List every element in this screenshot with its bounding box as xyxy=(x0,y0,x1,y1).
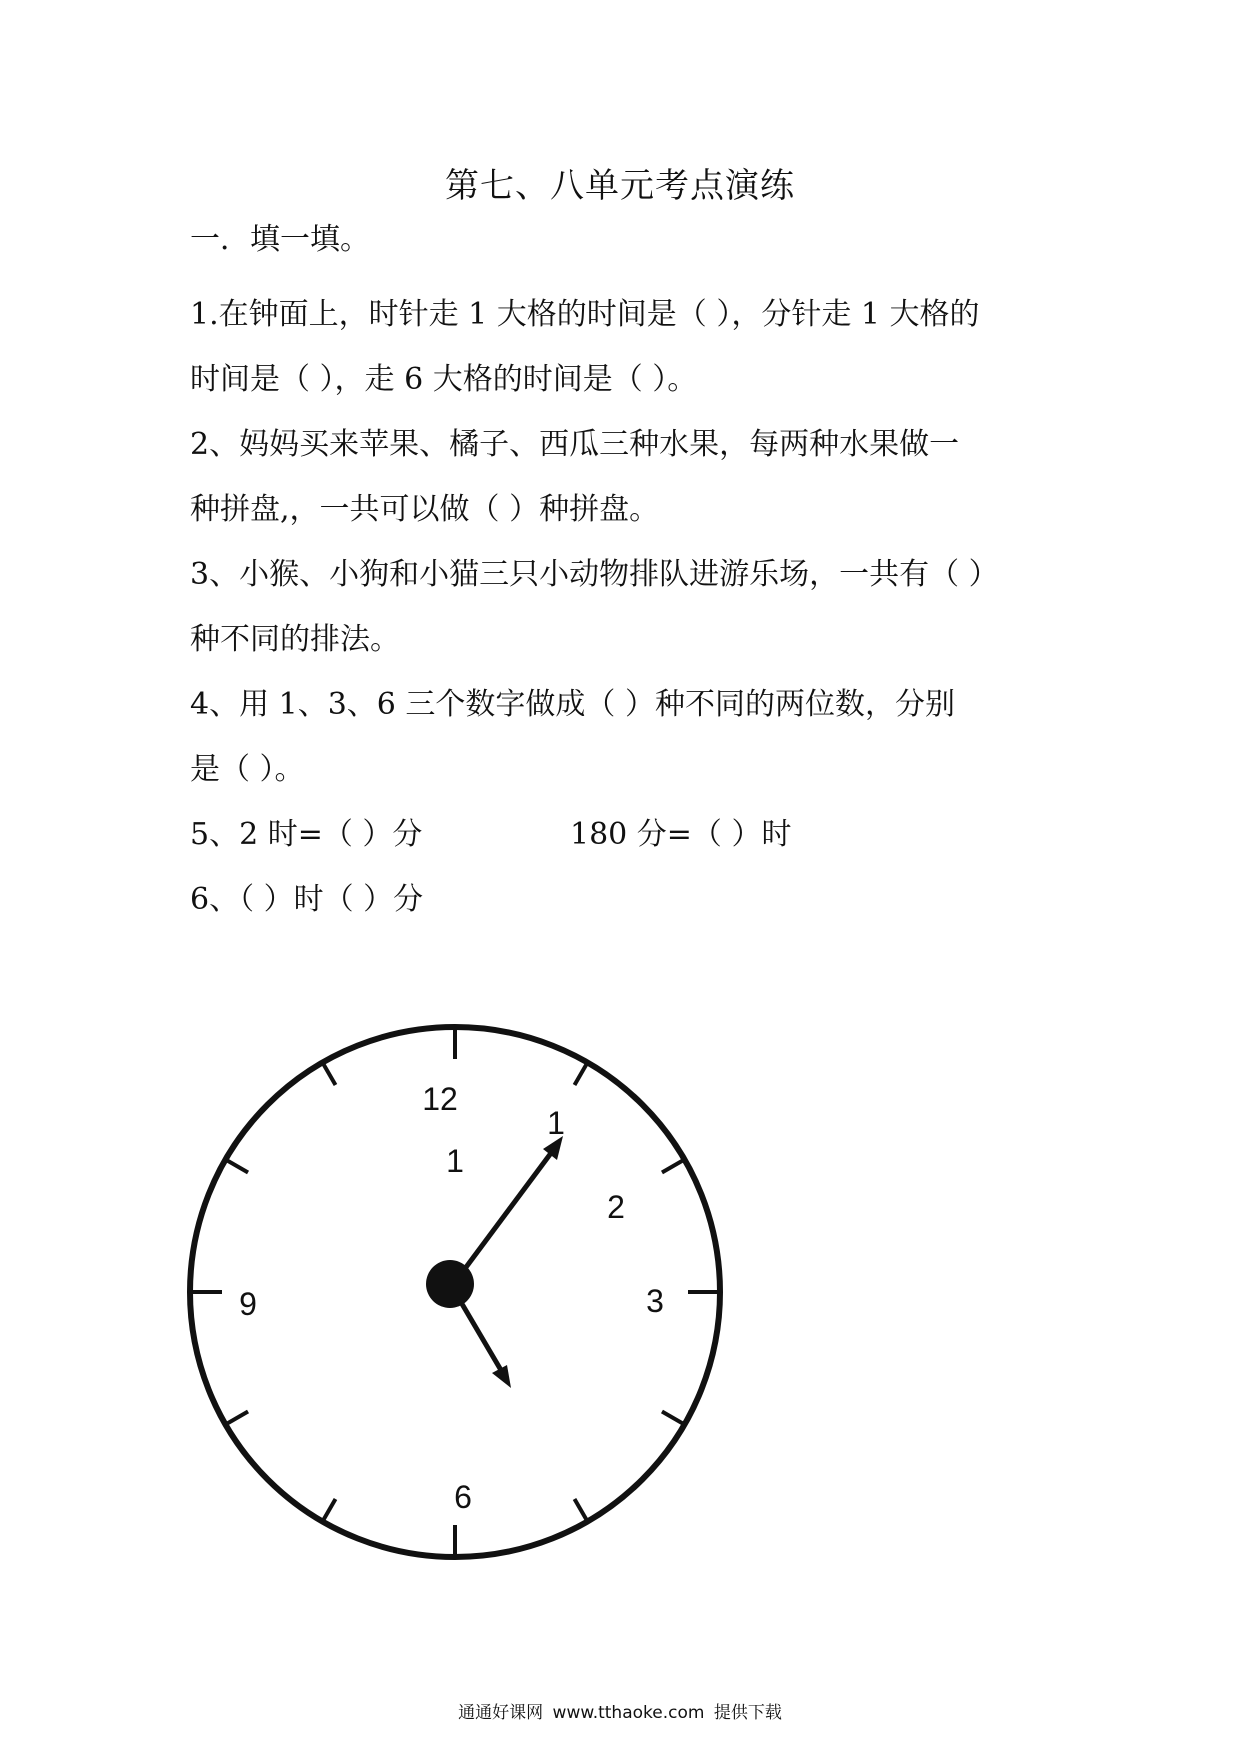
hour-tick xyxy=(323,1063,336,1086)
section-heading: 一．填一填。 xyxy=(190,222,370,257)
hour-tick xyxy=(662,1412,685,1425)
footer-credit: 通通好课网 www.tthaoke.com 提供下载 xyxy=(458,1703,782,1723)
question-5-part-2: 180 分=（ ）时 xyxy=(570,817,792,852)
question-4-line-2: 是（ ）。 xyxy=(190,752,305,787)
minute-hand-arrow xyxy=(492,1365,511,1388)
page-title: 第七、八单元考点演练 xyxy=(445,166,795,206)
numeral-12: 12 xyxy=(422,1081,458,1117)
hour-tick xyxy=(575,1499,588,1522)
hour-hand xyxy=(455,1145,557,1282)
numeral-2: 2 xyxy=(607,1189,625,1225)
question-3-line-1: 3、小猴、小狗和小猫三只小动物排队进游乐场，一共有（ ） xyxy=(190,557,999,592)
clock-face xyxy=(185,1022,745,1582)
question-6: 6、（ ）时（ ）分 xyxy=(190,882,424,917)
numeral-1-inner: 1 xyxy=(446,1143,464,1179)
question-2-line-2: 种拼盘,，一共可以做（ ）种拼盘。 xyxy=(190,492,660,527)
question-1-line-1: 1.在钟面上，时针走 1 大格的时间是（ ），分针走 1 大格的 xyxy=(190,297,980,332)
numeral-3: 3 xyxy=(646,1283,664,1319)
question-1-line-2: 时间是（ ），走 6 大格的时间是（ ）。 xyxy=(190,362,698,397)
hour-tick xyxy=(226,1412,249,1425)
numeral-9: 9 xyxy=(239,1286,257,1322)
minute-hand xyxy=(455,1292,505,1377)
numeral-1: 1 xyxy=(547,1105,565,1141)
hour-tick xyxy=(323,1499,336,1522)
clock-center-pin xyxy=(426,1260,474,1308)
question-5-part-1: 5、2 时=（ ）分 xyxy=(190,817,423,852)
hour-tick xyxy=(226,1160,249,1173)
numeral-6: 6 xyxy=(454,1479,472,1515)
hour-tick xyxy=(662,1160,685,1173)
hour-tick xyxy=(575,1063,588,1086)
question-4-line-1: 4、用 1、3、6 三个数字做成（ ）种不同的两位数，分别 xyxy=(190,687,955,722)
question-2-line-1: 2、妈妈买来苹果、橘子、西瓜三种水果，每两种水果做一 xyxy=(190,427,960,462)
question-3-line-2: 种不同的排法。 xyxy=(190,622,400,657)
